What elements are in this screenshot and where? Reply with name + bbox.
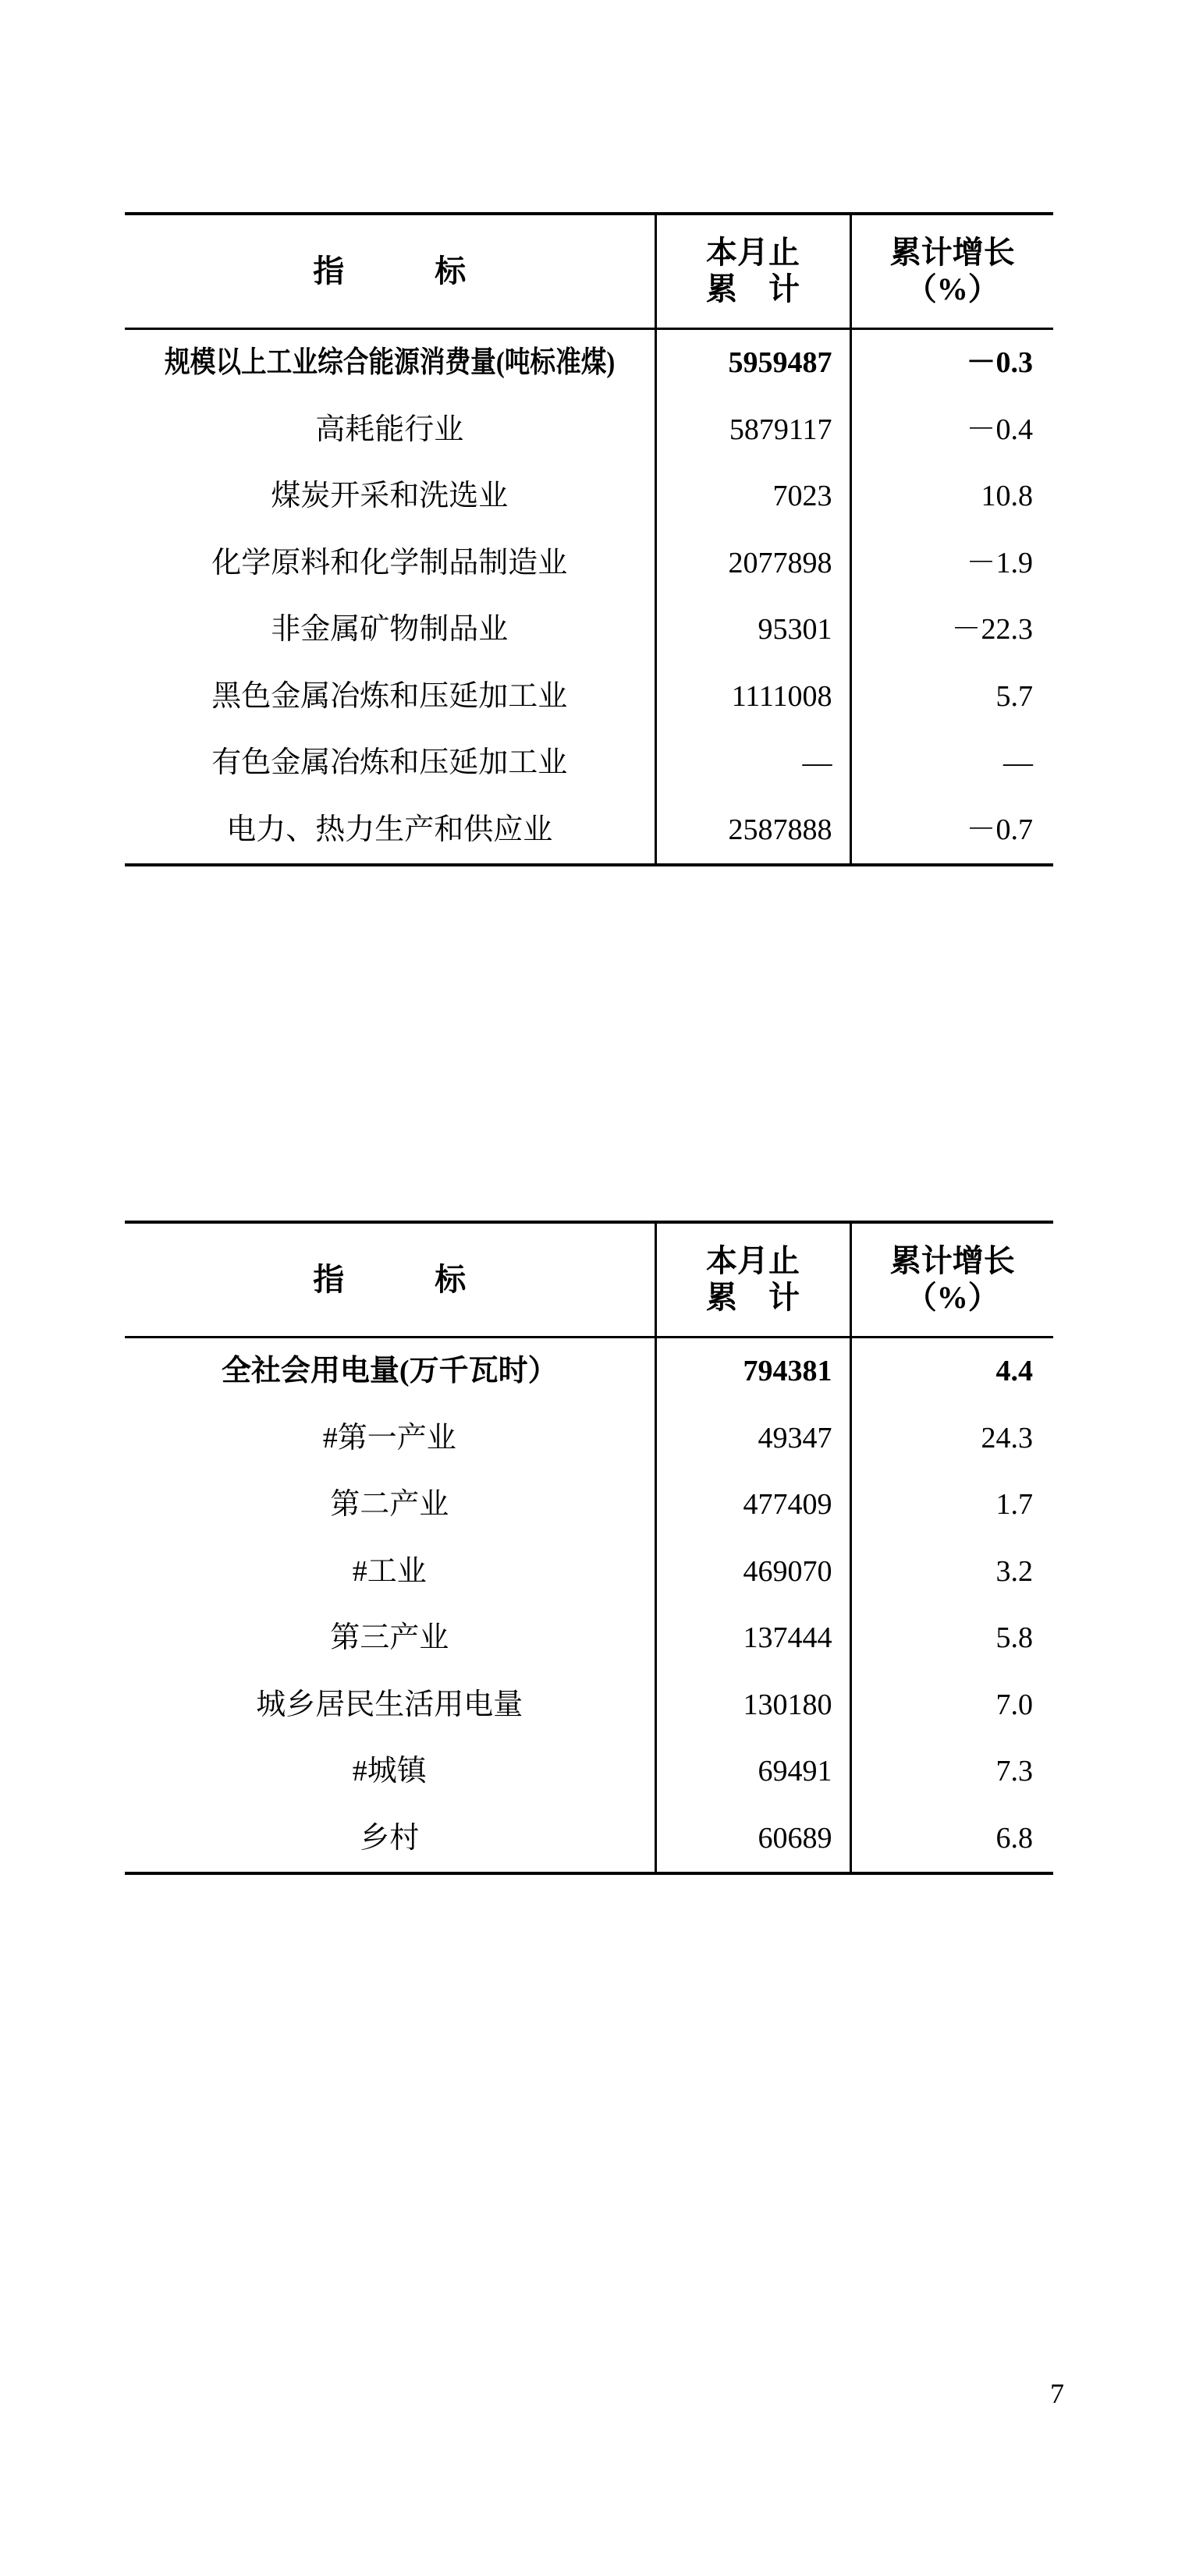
table-row [125, 597, 1053, 664]
table-header [125, 214, 1053, 329]
table-row [125, 1405, 1053, 1472]
header-indicator [125, 214, 655, 329]
row-growth: －22.3 [850, 597, 1053, 664]
row-growth: 4.4 [850, 1338, 1053, 1405]
table-row [125, 329, 1053, 397]
table-row [125, 463, 1053, 530]
row-growth: 3.2 [850, 1539, 1053, 1606]
row-growth: －0.4 [850, 397, 1053, 464]
row-label: #第一产业 [322, 1421, 456, 1455]
header-cumulative [655, 214, 850, 329]
table-row [125, 730, 1053, 797]
row-value: 69491 [655, 1738, 850, 1805]
electricity-consumption-table [125, 1221, 1053, 1875]
energy-consumption-table-block [125, 212, 1053, 866]
header-indicator [125, 1222, 655, 1338]
row-growth: 10.8 [850, 463, 1053, 530]
row-label: 黑色金属冶炼和压延加工业 [211, 679, 568, 713]
row-value: 469070 [655, 1539, 850, 1606]
row-growth: 1.7 [850, 1472, 1053, 1539]
table-row [125, 1672, 1053, 1739]
table-row [125, 530, 1053, 597]
header-cumulative-line1: 本月止 [706, 1243, 800, 1278]
table-body [125, 329, 1053, 866]
row-label [125, 329, 655, 397]
header-cumulative [655, 1222, 850, 1338]
row-value: 477409 [655, 1472, 850, 1539]
header-growth-line1: 累计增长 [889, 235, 1015, 270]
electricity-consumption-table-block [125, 1221, 1053, 1875]
header-cumulative-line1: 本月止 [706, 235, 800, 270]
row-growth: 5.8 [850, 1605, 1053, 1672]
row-growth: 6.8 [850, 1805, 1053, 1874]
row-label: 第二产业 [330, 1488, 449, 1522]
table-row [125, 1539, 1053, 1606]
header-cumulative-line2: 累 计 [706, 271, 800, 307]
header-growth [850, 1222, 1053, 1338]
table-row [125, 664, 1053, 731]
row-growth: — [850, 730, 1053, 797]
row-value: 95301 [655, 597, 850, 664]
row-value: 2077898 [655, 530, 850, 597]
row-value: 60689 [655, 1805, 850, 1874]
row-label: 第三产业 [330, 1621, 449, 1655]
row-value: — [655, 730, 850, 797]
table-header [125, 1222, 1053, 1338]
row-growth: －0.7 [850, 797, 1053, 866]
row-label: 煤炭开采和洗选业 [271, 480, 509, 513]
row-value: 130180 [655, 1672, 850, 1739]
row-value: 794381 [655, 1338, 850, 1405]
row-label: 有色金属冶炼和压延加工业 [211, 746, 568, 780]
table-row [125, 397, 1053, 464]
table-row [125, 797, 1053, 866]
header-growth [850, 214, 1053, 329]
row-label: 化学原料和化学制品制造业 [211, 546, 568, 579]
table-row [125, 1805, 1053, 1874]
table-row [125, 1472, 1053, 1539]
row-value: 1111008 [655, 664, 850, 731]
header-growth-line2: （%） [905, 1280, 999, 1316]
header-indicator-text: 指 标 [313, 253, 476, 289]
header-indicator-text: 指 标 [313, 1261, 476, 1297]
table-row [125, 1605, 1053, 1672]
table-row [125, 1738, 1053, 1805]
header-cumulative-line2: 累 计 [706, 1280, 800, 1316]
row-value: 7023 [655, 463, 850, 530]
row-value: 5879117 [655, 397, 850, 464]
row-label-text: 规模以上工业综合能源消费量(吨标准煤) [164, 346, 616, 380]
table-body [125, 1338, 1053, 1874]
row-label: 电力、热力生产和供应业 [125, 797, 655, 866]
page-number: 7 [1050, 2378, 1064, 2409]
row-value: 49347 [655, 1405, 850, 1472]
row-value: 2587888 [655, 797, 850, 866]
row-label: 乡村 [125, 1805, 655, 1874]
row-label: #工业 [352, 1554, 427, 1588]
row-label: 高耗能行业 [315, 413, 464, 446]
row-label: 非金属矿物制品业 [271, 613, 509, 647]
row-growth: 7.3 [850, 1738, 1053, 1805]
row-growth: 24.3 [850, 1405, 1053, 1472]
row-value: 5959487 [655, 329, 850, 397]
row-growth: 5.7 [850, 664, 1053, 731]
table-row [125, 1338, 1053, 1405]
header-growth-line1: 累计增长 [889, 1243, 1015, 1278]
header-growth-line2: （%） [905, 271, 999, 307]
row-growth: －1.9 [850, 530, 1053, 597]
row-label: 城乡居民生活用电量 [256, 1688, 523, 1721]
row-value: 137444 [655, 1605, 850, 1672]
row-growth: －0.3 [850, 329, 1053, 397]
row-label: #城镇 [352, 1755, 427, 1788]
energy-consumption-table [125, 212, 1053, 866]
row-label: 全社会用电量(万千瓦时） [125, 1338, 655, 1405]
row-growth: 7.0 [850, 1672, 1053, 1739]
